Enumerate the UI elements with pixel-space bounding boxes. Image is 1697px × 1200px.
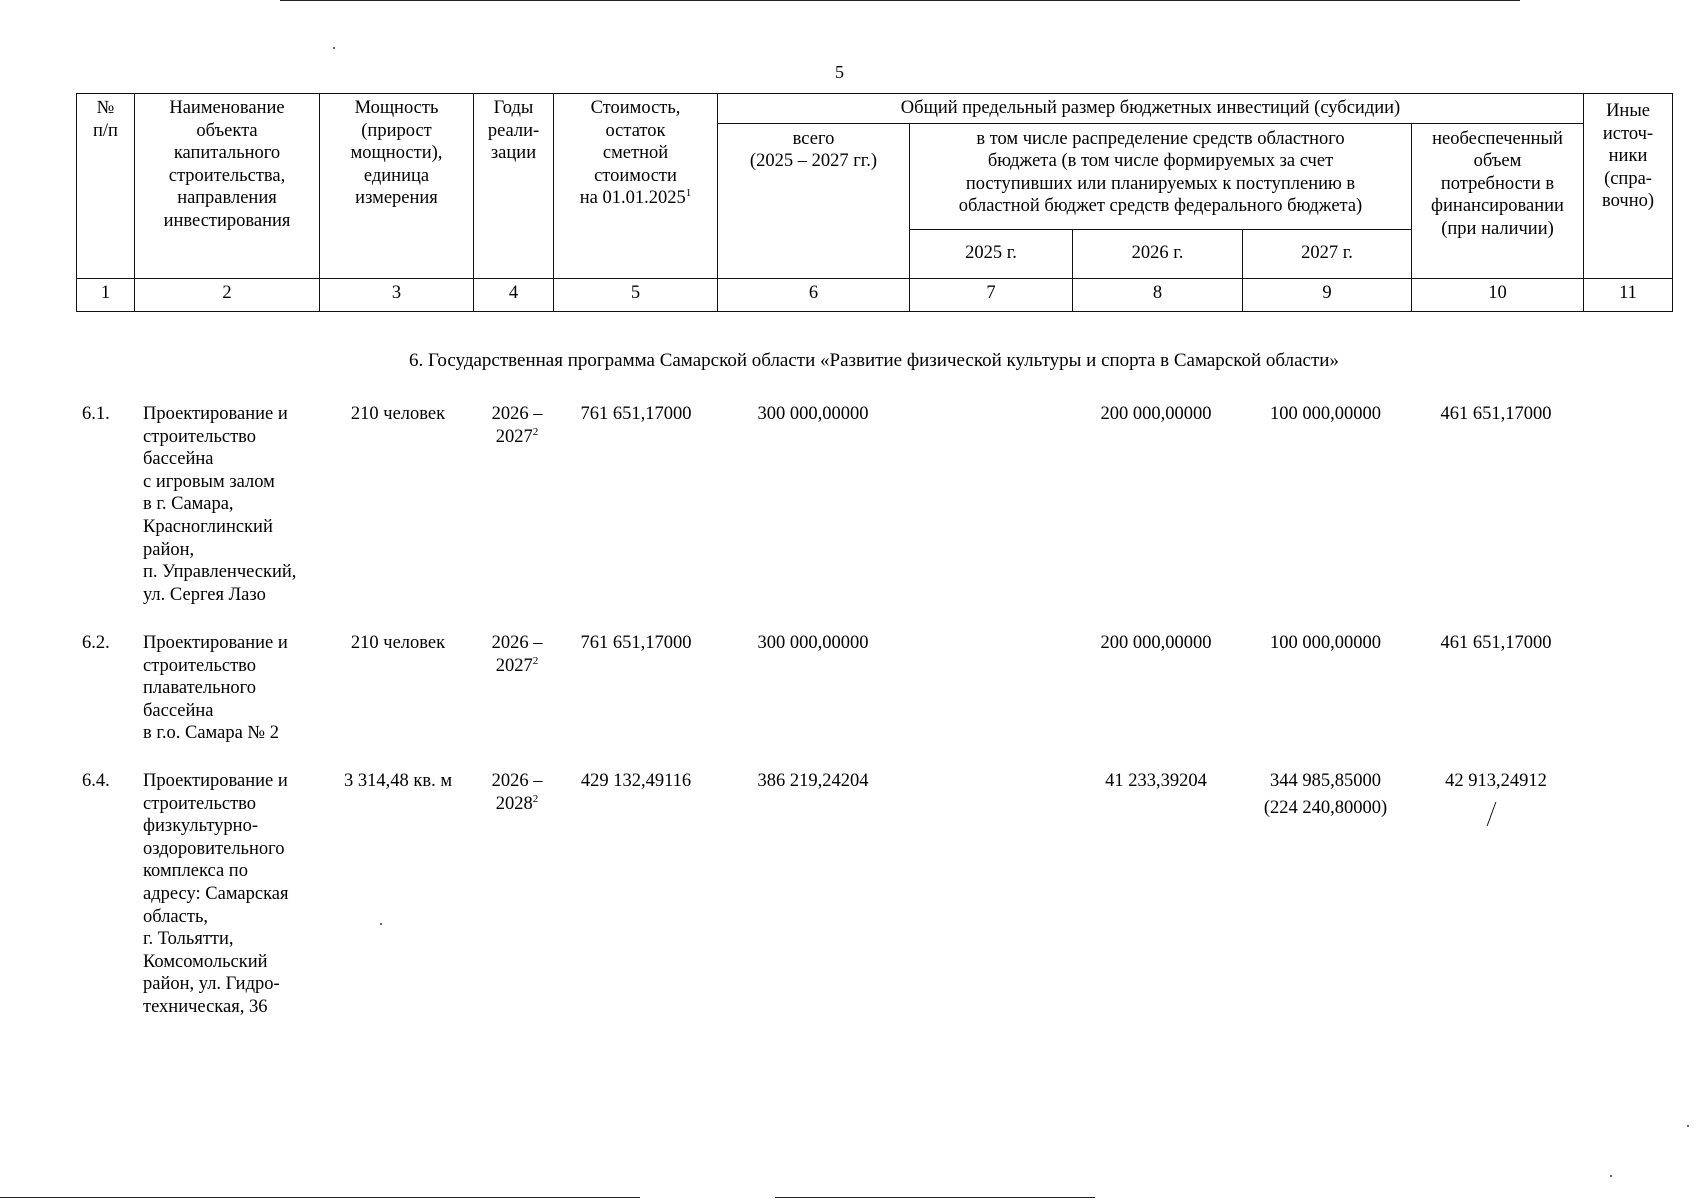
object-name: Проектирование и строительство плавательного бассейна в г.о. Самара № 2 xyxy=(143,633,288,744)
column-number: 7 xyxy=(910,278,1073,311)
estimated-cost: 429 132,49116 xyxy=(580,771,692,791)
header-2026: 2026 г. xyxy=(1073,229,1243,278)
row-number: 6.2. xyxy=(82,633,110,653)
header-name: Наименование объекта капитального строительства, направления инвестирования xyxy=(135,94,320,279)
years-text: 2026 – 2028 xyxy=(491,771,543,814)
page-number: 5 xyxy=(835,62,844,82)
estimated-cost: 761 651,17000 xyxy=(580,633,692,653)
unmet-need: 461 651,17000 xyxy=(1440,404,1552,424)
header-total: всего (2025 – 2027 гг.) xyxy=(718,123,910,278)
object-name: Проектирование и строительство физкультурно- оздоровительного комплекса по адресу: Самарская область, г. Тольятти, Комсомольский район, ул. Гидро- техническая, 36 xyxy=(143,771,289,1017)
scan-edge-bottom xyxy=(0,1197,640,1198)
amount-2026: 200 000,00000 xyxy=(1100,404,1212,424)
header-2025: 2025 г. xyxy=(910,229,1073,278)
column-number: 3 xyxy=(320,278,474,311)
header-cost-text: Стоимость, остаток сметной стоимости на 01.01.2025 xyxy=(579,98,686,208)
column-number: 2 xyxy=(135,278,320,311)
section-title: 6. Государственная программа Самарской области «Развитие физической культуры и спорта в Самарской области» xyxy=(409,350,1339,371)
column-number: 8 xyxy=(1073,278,1243,311)
header-cost xyxy=(554,94,718,279)
years-text: 2026 – 2027 xyxy=(491,633,543,676)
years-footnote: 2 xyxy=(532,654,539,667)
implementation-years xyxy=(477,403,557,448)
column-number: 9 xyxy=(1243,278,1412,311)
implementation-years xyxy=(477,632,557,677)
years-footnote: 2 xyxy=(532,425,539,438)
scan-edge-top xyxy=(280,0,1520,1)
row-number: 6.4. xyxy=(82,771,110,791)
capacity: 3 314,48 кв. м xyxy=(343,771,453,791)
column-number: 10 xyxy=(1412,278,1584,311)
column-number: 11 xyxy=(1584,278,1673,311)
header-unmet: необеспеченный объем потребности в финансировании (при наличии) xyxy=(1412,123,1584,278)
header-cost-footnote: 1 xyxy=(685,186,692,199)
scan-speck xyxy=(380,923,382,925)
header-budget-group: Общий предельный размер бюджетных инвестиций (субсидии) xyxy=(718,94,1584,124)
amount-2027-federal: (224 240,80000) xyxy=(1263,798,1388,818)
table-row xyxy=(76,632,1672,744)
total-investment: 300 000,00000 xyxy=(757,633,869,653)
table-row xyxy=(76,770,1672,1017)
capacity: 210 человек xyxy=(350,404,446,424)
total-investment: 386 219,24204 xyxy=(757,771,869,791)
column-number: 6 xyxy=(718,278,910,311)
amount-2027: 100 000,00000 xyxy=(1270,404,1381,424)
scan-speck xyxy=(333,47,335,49)
column-number: 4 xyxy=(474,278,554,311)
scan-speck xyxy=(1610,1175,1612,1177)
total-investment: 300 000,00000 xyxy=(757,404,869,424)
years-text: 2026 – 2027 xyxy=(491,404,543,447)
scan-edge-bottom-right xyxy=(775,1197,1095,1198)
row-number: 6.1. xyxy=(82,404,110,424)
header-2027: 2027 г. xyxy=(1243,229,1412,278)
header-distribution: в том числе распределение средств областного бюджета (в том числе формируемых за счет поступивших или планируемых к поступлению в областной бюджет средств федерального бюджета) xyxy=(910,123,1412,229)
amount-2026: 200 000,00000 xyxy=(1100,633,1212,653)
estimated-cost: 761 651,17000 xyxy=(580,404,692,424)
header-table xyxy=(76,93,1673,312)
table-row xyxy=(76,403,1672,605)
capacity: 210 человек xyxy=(350,633,446,653)
scan-speck xyxy=(1687,1125,1689,1127)
object-name: Проектирование и строительство бассейна с игровым залом в г. Самара, Красноглинский район, п. Управленческий, ул. Сергея Лазо xyxy=(143,404,297,605)
header-other: Иные источ- ники (спра- вочно) xyxy=(1584,94,1673,279)
unmet-need: 461 651,17000 xyxy=(1440,633,1552,653)
column-number: 5 xyxy=(554,278,718,311)
header-num: № п/п xyxy=(77,94,135,279)
unmet-need: 42 913,24912 xyxy=(1445,771,1547,791)
column-number: 1 xyxy=(77,278,135,311)
header-years: Годы реали- зации xyxy=(474,94,554,279)
amount-2026: 41 233,39204 xyxy=(1105,771,1207,791)
header-power: Мощность (прирост мощности), единица измерения xyxy=(320,94,474,279)
implementation-years xyxy=(477,770,557,815)
amount-2027: 344 985,85000 xyxy=(1270,771,1381,791)
years-footnote: 2 xyxy=(532,792,539,805)
amount-2027: 100 000,00000 xyxy=(1270,633,1381,653)
handwritten-tick-mark xyxy=(1487,802,1511,826)
